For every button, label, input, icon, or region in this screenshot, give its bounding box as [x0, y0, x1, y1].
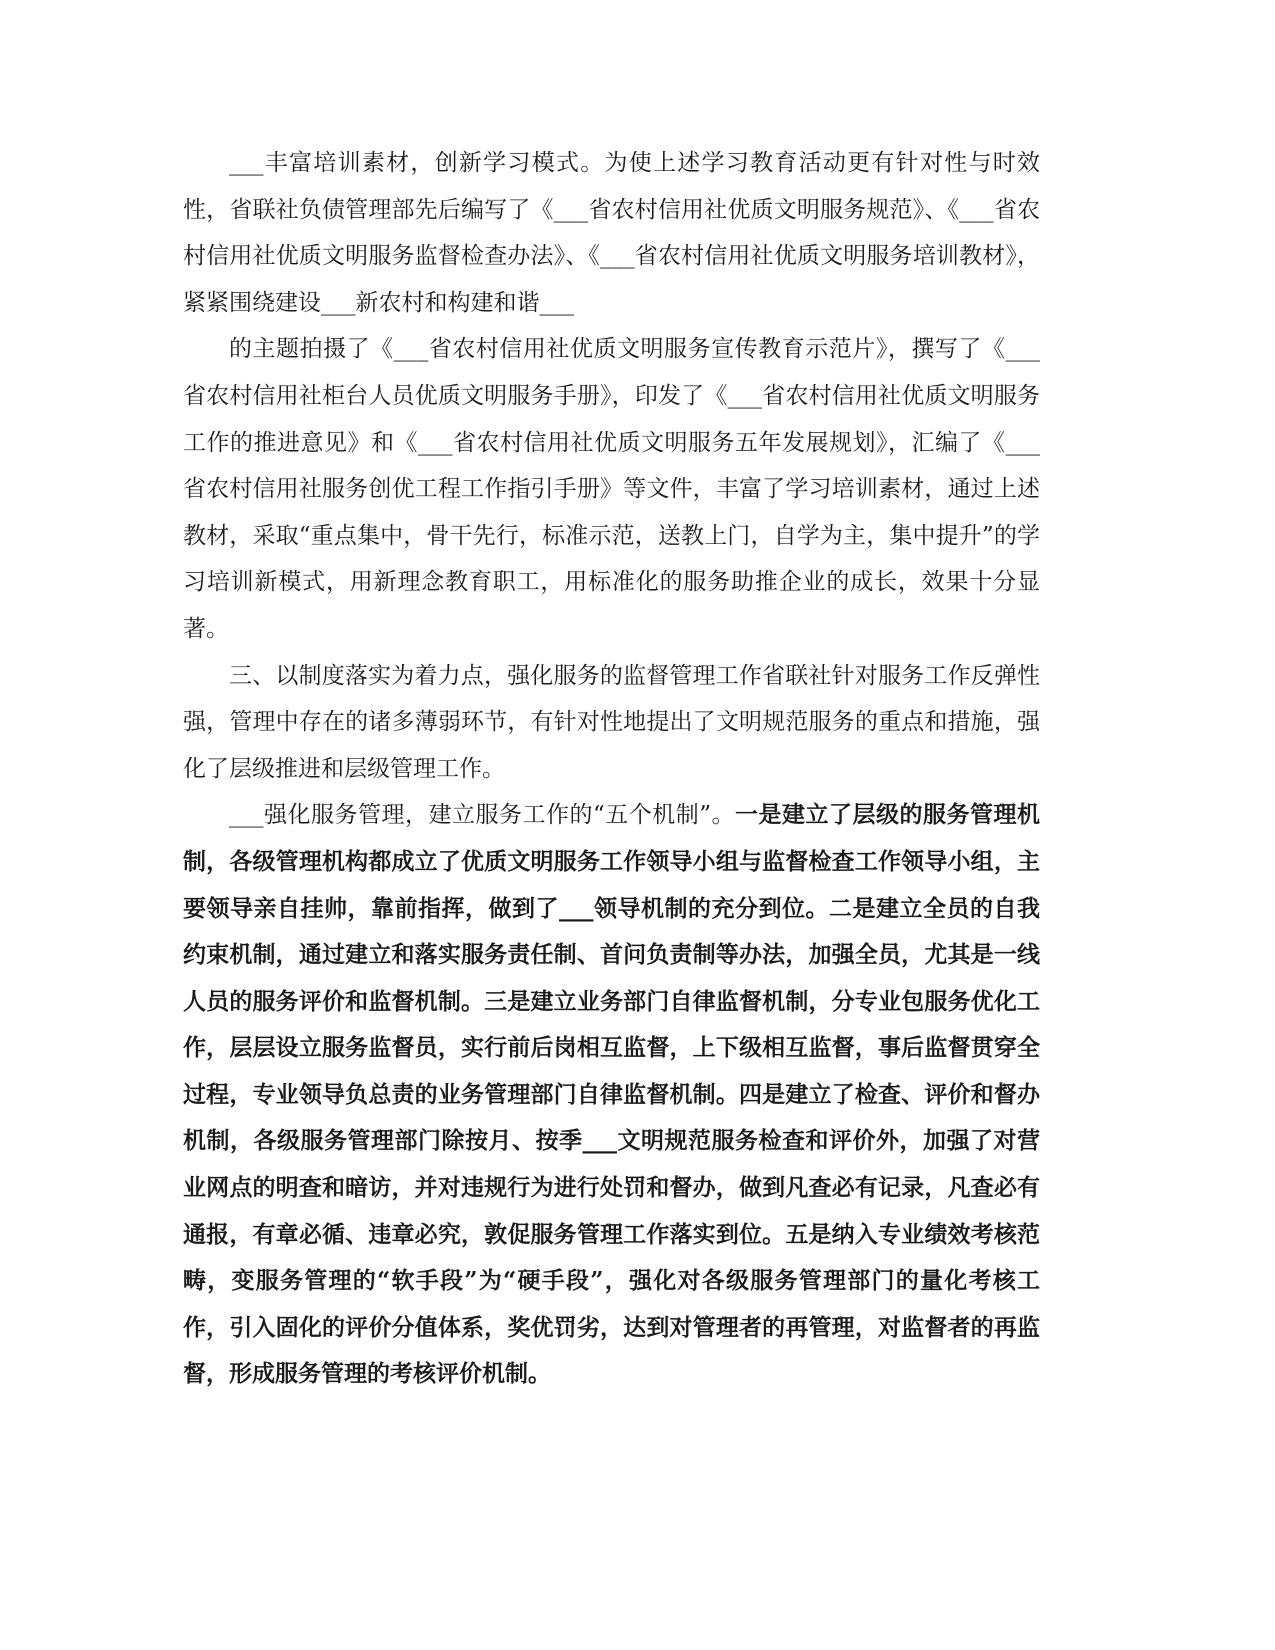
- paragraph-five-mechanisms: [183, 792, 1040, 1398]
- paragraph-five-mechanisms-intro: ___强化服务管理，建立服务工作的“五个机制”。: [229, 802, 735, 829]
- paragraph-five-mechanisms-detail: 一是建立了层级的服务管理机制，各级管理机构都成立了优质文明服务工作领导小组与监督检查工作领导小组，主要领导亲自挂帅，靠前指挥，做到了___领导机制的充分到位。二是建立全员的自我约束机制，通过建立和落实服务责任制、首问负责制等办法，加强全员，尤其是一线人员的服务评价和监督机制。三是建立业务部门自律监督机制，分专业包服务优化工作，层层设立服务监督员，实行前后岗相互监督，上下级相互监督，事后监督贯穿全过程，专业领导负总责的业务管理部门自律监督机制。四是建立了检查、评价和督办机制，各级服务管理部门除按月、按季___文明规范服务检查和评价外，加强了对营业网点的明查和暗访，并对违规行为进行处罚和督办，做到凡查必有记录，凡查必有通报，有章必循、违章必究，敦促服务管理工作落实到位。五是纳入专业绩效考核范畴，变服务管理的“软手段”为“硬手段”，强化对各级服务管理部门的量化考核工作，引入固化的评价分值体系，奖优罚劣，达到对管理者的再管理，对监督者的再监督，形成服务管理的考核评价机制。: [183, 801, 1040, 1388]
- paragraph-training-materials: ___丰富培训素材，创新学习模式。为使上述学习教育活动更有针对性与时效性，省联社负债管理部先后编写了《___省农村信用社优质文明服务规范》、《___省农村信用社优质文明服务监督检查办法》、《___省农村信用社优质文明服务培训教材》，紧紧围绕建设___新农村和构建和谐___: [183, 150, 1040, 316]
- paragraph-section-three: 三、以制度落实为着力点，强化服务的监督管理工作省联社针对服务工作反弹性强，管理中存在的诸多薄弱环节，有针对性地提出了文明规范服务的重点和措施，强化了层级推进和层级管理工作。: [183, 662, 1040, 782]
- document-page: [183, 140, 1040, 1398]
- paragraph-theme-film: 的主题拍摄了《___省农村信用社优质文明服务宣传教育示范片》，撰写了《___省农村信用社柜台人员优质文明服务手册》，印发了《___省农村信用社优质文明服务工作的推进意见》和《___省农村信用社优质文明服务五年发展规划》，汇编了《___省农村信用社服务创优工程工作指引手册》等文件，丰富了学习培训素材，通过上述教材，采取“重点集中，骨干先行，标准示范，送教上门，自学为主，集中提升”的学习培训新模式，用新理念教育职工，用标准化的服务助推企业的成长，效果十分显著。: [183, 336, 1040, 642]
